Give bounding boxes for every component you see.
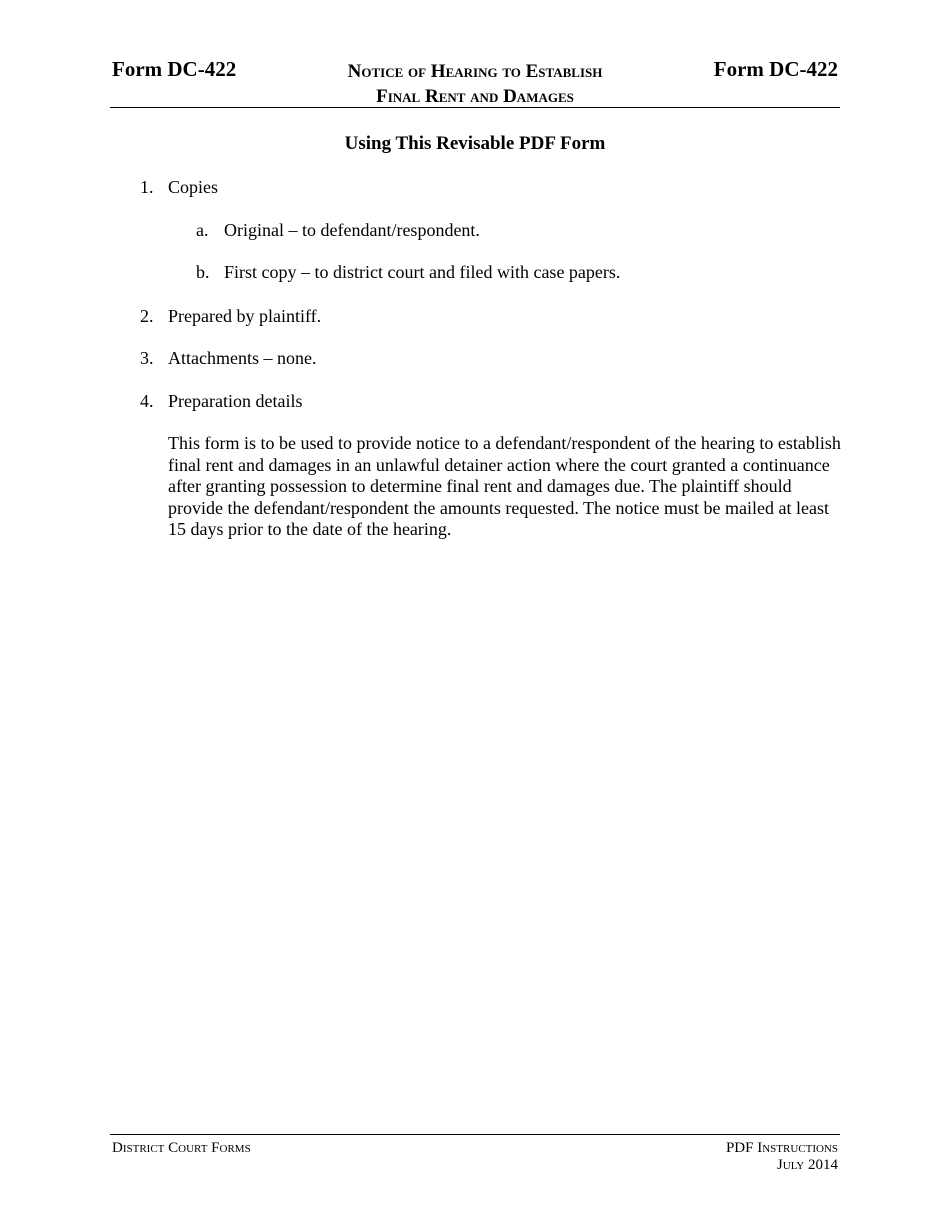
- footer-document-type: PDF Instructions: [725, 1140, 838, 1156]
- list-item-text: Prepared by plaintiff.: [168, 306, 322, 326]
- footer-instructions-date: [726, 1140, 838, 1174]
- list-item-text: Attachments – none.: [168, 348, 317, 368]
- list-item-text: Preparation details: [168, 391, 303, 411]
- list-item-number: 3.: [140, 348, 154, 368]
- list-item-number: 1.: [140, 177, 154, 197]
- document-title-line-2: Final Rent and Damages: [376, 86, 574, 107]
- preparation-details-paragraph: This form is to be used to provide notice to a defendant/respondent of the hearing to establish final rent and damages in an unlawful detainer action where the court granted a continuance after granting possession to determine final rent and damages due. The plaintiff should provide the defendant/respondent the amounts requested. The notice must be mailed at least 15 days prior to the date of the hearing.: [168, 433, 841, 539]
- sub-item-letter: a.: [196, 220, 209, 240]
- sub-item-text: Original – to defendant/respondent.: [224, 220, 480, 240]
- document-title-line-1: Notice of Hearing to Establish: [347, 61, 603, 82]
- form-number-right: Form DC-422: [713, 57, 838, 81]
- list-item-number: 2.: [140, 306, 154, 326]
- footer-collection-name: District Court Forms: [112, 1140, 251, 1156]
- page-header: [110, 56, 840, 108]
- section-heading: Using This Revisable PDF Form: [344, 133, 606, 154]
- list-item-number: 4.: [140, 391, 154, 411]
- form-number-left: Form DC-422: [112, 57, 237, 81]
- page-footer: [110, 1134, 840, 1180]
- list-item-text: Copies: [168, 177, 219, 197]
- sub-item-text: First copy – to district court and filed with case papers.: [224, 262, 621, 282]
- sub-item-letter: b.: [196, 262, 210, 282]
- document-title: [270, 59, 680, 109]
- footer-date: July 2014: [776, 1157, 838, 1173]
